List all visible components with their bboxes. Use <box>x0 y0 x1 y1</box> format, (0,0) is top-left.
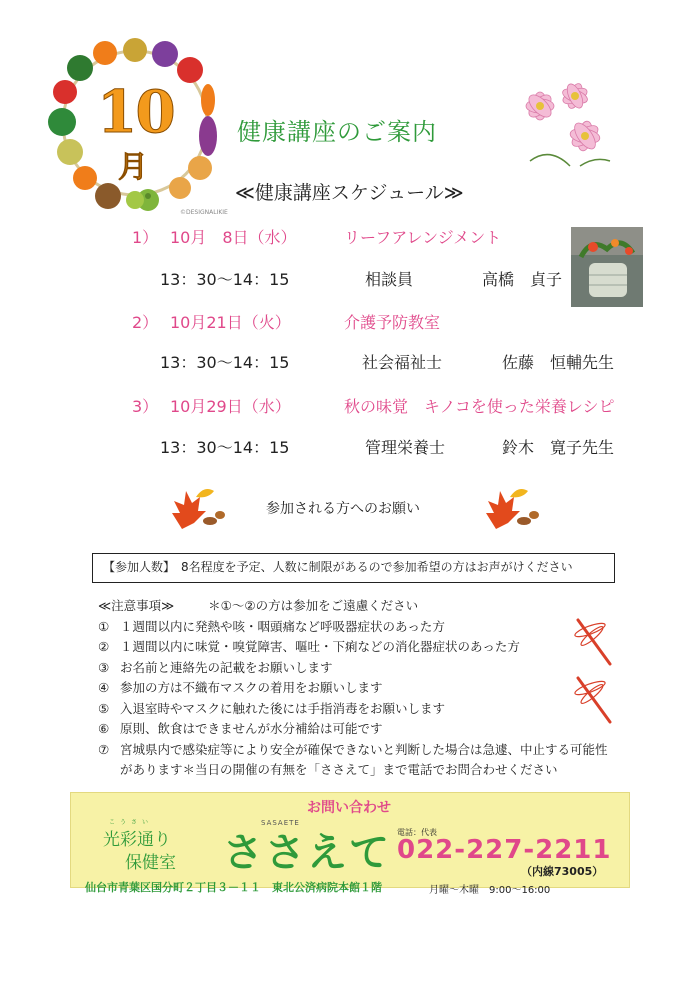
schedule-item-3-date: 10月29日（水） <box>170 397 291 416</box>
note-item: ④ 参加の方は不織布マスクの着用をお願いします <box>98 680 383 695</box>
notes-heading: ≪注意事項≫ <box>98 598 175 613</box>
schedule-item-2-role: 社会福祉士 <box>362 353 443 372</box>
note-item: ⑥ 原則、飲食はできませんが水分補給は可能です <box>98 721 383 736</box>
schedule-item-3-time: 13：30～14：15 <box>160 438 290 457</box>
note-item: ② １週間以内に味覚・嗅覚障害、嘔吐・下痢などの消化器症状のあった方 <box>98 639 520 654</box>
sasaete-logo: ささえて <box>223 830 391 876</box>
schedule-item-3-person: 鈴木 寛子先生 <box>502 438 615 457</box>
kousai-ruby: こうさい <box>109 819 154 826</box>
schedule-item-2-person: 佐藤 恒輔先生 <box>502 353 615 372</box>
schedule-item-3-role: 管理栄養士 <box>365 438 446 457</box>
schedule-item-1-topic: リーフアレンジメント <box>344 228 502 247</box>
note-continuation: があります＊当日の開催の有無を「ささえて」まで電話でお問合わせください <box>120 762 558 777</box>
schedule-item-2-time: 13：30～14：15 <box>160 353 290 372</box>
dragonfly-icon <box>570 612 618 670</box>
schedule-item-2-topic: 介護予防教室 <box>344 313 441 332</box>
schedule-item-2-date: 10月21日（火） <box>170 313 291 332</box>
note-item: ⑦ 宮城県内で感染症等により安全が確保できないと判断した場合は急遽、中止する可能性 <box>98 741 608 757</box>
cosmos-flower-icon <box>510 66 625 176</box>
schedule-item-1-person: 高橋 貞子 <box>482 270 563 289</box>
month-number: 10 <box>97 78 174 146</box>
participants-box: 【参加人数】 8名程度を予定、人数に制限があるので参加希望の方はお声がけください <box>92 553 615 583</box>
address: 仙台市青葉区国分町２丁目３－１１ 東北公済病院本館１階 <box>85 881 382 894</box>
schedule-item-2-no: 2） <box>132 313 159 332</box>
schedule-item-3-topic: 秋の味覚 キノコを使った栄養レシピ <box>344 397 615 416</box>
note-item: ⑤ 入退室時やマスクに触れた後には手指消毒をお願いします <box>98 700 446 716</box>
schedule-item-1-time: 13：30～14：15 <box>160 270 290 289</box>
schedule-item-1-no: 1） <box>132 228 159 247</box>
autumn-leaves-icon <box>480 483 542 533</box>
schedule-item-3-no: 3） <box>132 397 159 416</box>
image-credit: ©DESIGNALIKIE <box>180 209 228 216</box>
schedule-heading: ≪健康講座スケジュール≫ <box>235 182 464 204</box>
extension-number: （内線73005） <box>521 865 604 878</box>
page-title: 健康講座のご案内 <box>237 118 437 146</box>
note-item: ③ お名前と連絡先の記載をお願いします <box>98 659 333 675</box>
notes-section <box>98 596 608 781</box>
notes-heading-note: ＊①～②の方は参加をご遠慮ください <box>208 598 419 613</box>
schedule-item-1-role: 相談員 <box>365 270 414 289</box>
dragonfly-icon <box>570 670 618 728</box>
autumn-leaves-icon <box>166 483 228 533</box>
month-kanji: 月 <box>118 150 148 185</box>
tel-label: 電話：代表 <box>397 828 437 837</box>
office-hours: 月曜～木曜 9:00～16:00 <box>429 885 551 896</box>
note-item: ① １週間以内に発熱や咳・咽頭痛など呼吸器症状のあった方 <box>98 618 445 634</box>
leaf-arrangement-photo <box>571 227 643 307</box>
contact-box <box>70 792 630 896</box>
kousai-dori-logo: 光彩通り <box>103 830 171 850</box>
schedule-item-1-date: 10月 8日（水） <box>170 228 297 247</box>
phone-number[interactable]: 022-227-2211 <box>397 835 612 865</box>
hokenshitsu-logo: 保健室 <box>125 853 176 873</box>
request-heading: 参加される方へのお願い <box>266 501 420 517</box>
contact-title: お問い合わせ <box>307 800 391 816</box>
sasaete-en-label: SASAETE <box>261 819 300 827</box>
